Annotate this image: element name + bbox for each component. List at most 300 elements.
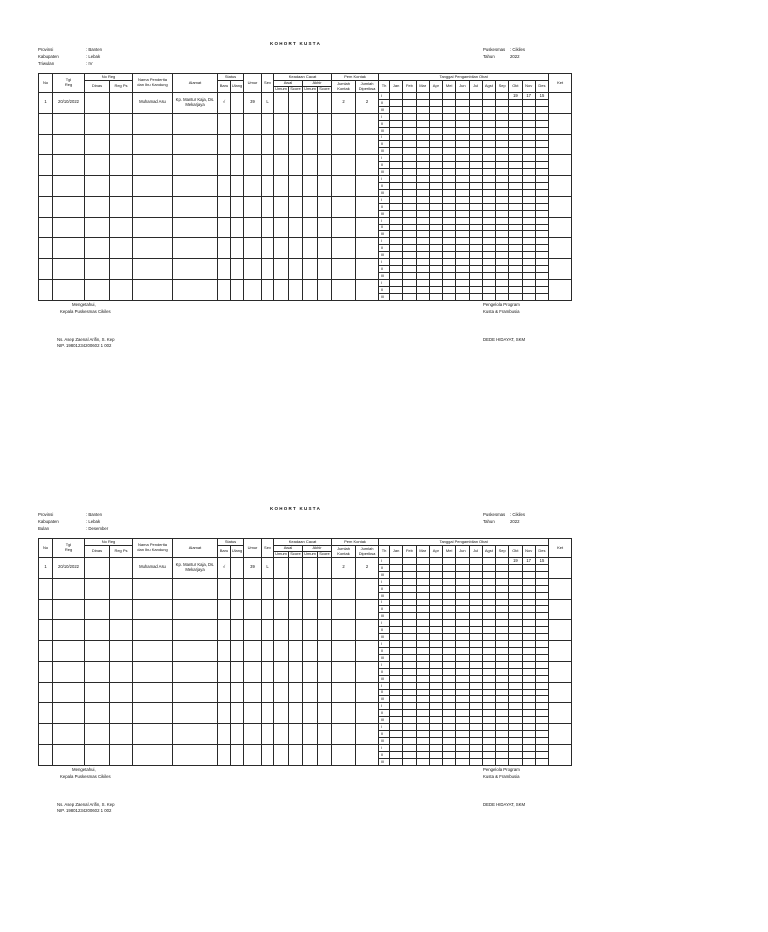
cell-month-jun [456, 203, 469, 210]
col-header-month-sep: Sep [496, 81, 509, 93]
cell-jumlah-diperiksa [356, 641, 379, 662]
cell-month-des [535, 585, 548, 592]
cell-month-jan [390, 231, 403, 238]
cell-sex [262, 238, 274, 259]
cell-month-nov [522, 592, 535, 599]
cell-month-mar [416, 641, 429, 648]
cell-tgl-reg [53, 724, 85, 745]
cell-akhir-score [318, 661, 332, 682]
cell-awal-score [289, 599, 303, 620]
cell-akhir-score [318, 113, 332, 134]
cell-jumlah-kontak [332, 259, 356, 280]
cell-baru [218, 155, 231, 176]
cell-month-agst [482, 210, 495, 217]
cell-month-mar [416, 127, 429, 134]
cell-month-jul [469, 189, 482, 196]
cell-month-jul [469, 592, 482, 599]
cell-th-period: I [379, 744, 390, 751]
cell-alamat [173, 134, 218, 155]
cell-akhir-umum [303, 620, 318, 641]
cell-th-period: II [379, 245, 390, 252]
info-value: : Cikiles [510, 46, 526, 52]
cell-month-agst [482, 238, 495, 245]
cell-month-jan [390, 272, 403, 279]
cell-umur [244, 682, 262, 703]
cell-month-agst [482, 578, 495, 585]
cell-month-mar [416, 592, 429, 599]
cell-month-feb [403, 141, 416, 148]
cell-month-agst [482, 689, 495, 696]
cell-month-jan [390, 279, 403, 286]
cell-month-okt [509, 224, 522, 231]
cell-month-mei [443, 710, 456, 717]
cell-month-apr [429, 724, 442, 731]
cell-month-des [535, 210, 548, 217]
cell-jumlah-diperiksa [356, 238, 379, 259]
cell-month-mei [443, 169, 456, 176]
cell-month-sep [496, 272, 509, 279]
cell-tgl-reg [53, 113, 85, 134]
cell-month-jul [469, 148, 482, 155]
cell-tgl-reg [53, 661, 85, 682]
cell-month-okt [509, 620, 522, 627]
cell-month-jan [390, 717, 403, 724]
table-row [39, 578, 572, 585]
cell-month-des [535, 286, 548, 293]
cell-month-sep [496, 731, 509, 738]
cell-month-agst [482, 231, 495, 238]
header-row [39, 539, 572, 546]
cell-reg-ps [110, 703, 133, 724]
cell-month-apr [429, 620, 442, 627]
cell-month-sep [496, 689, 509, 696]
col-header-no-reg: No Reg [85, 539, 133, 546]
cell-month-apr [429, 272, 442, 279]
cell-month-feb [403, 279, 416, 286]
cell-akhir-umum [303, 196, 318, 217]
cell-month-jul [469, 217, 482, 224]
cell-month-apr [429, 155, 442, 162]
cell-akhir-umum [303, 176, 318, 197]
cell-month-agst [482, 717, 495, 724]
cell-th-period: III [379, 654, 390, 661]
cell-month-okt [509, 724, 522, 731]
cell-month-feb [403, 578, 416, 585]
cell-month-jan [390, 737, 403, 744]
cell-month-mei [443, 203, 456, 210]
cell-ket [549, 279, 572, 300]
cell-month-agst [482, 654, 495, 661]
cell-th-period: II [379, 120, 390, 127]
cell-month-sep [496, 585, 509, 592]
cell-month-jun [456, 710, 469, 717]
cell-month-okt [509, 127, 522, 134]
cell-month-mar [416, 710, 429, 717]
col-header-tanggal-obat: Tanggal Pengambilan Obat [379, 74, 549, 81]
cell-awal-score [289, 724, 303, 745]
cell-month-agst [482, 696, 495, 703]
cell-tgl-reg [53, 238, 85, 259]
cell-month-nov [522, 703, 535, 710]
signature-left-position: Kepala Puskesmas Cikiles [60, 308, 111, 314]
cell-month-jun [456, 196, 469, 203]
cell-month-jul [469, 696, 482, 703]
cell-month-sep [496, 751, 509, 758]
cell-month-des [535, 266, 548, 273]
cell-month-agst [482, 737, 495, 744]
cell-month-jun [456, 641, 469, 648]
cell-akhir-umum [303, 155, 318, 176]
cell-month-mar [416, 113, 429, 120]
cell-month-agst [482, 141, 495, 148]
cell-akhir-umum [303, 259, 318, 280]
cell-th-period: III [379, 169, 390, 176]
cell-month-agst [482, 641, 495, 648]
signature-left-nip: NIP. 19801234200602 1 002 [57, 343, 112, 348]
cell-th-period: II [379, 203, 390, 210]
cell-month-sep [496, 231, 509, 238]
cell-dinas [85, 682, 110, 703]
cell-akhir-score [318, 196, 332, 217]
cell-month-sep [496, 224, 509, 231]
cell-jumlah-diperiksa [356, 134, 379, 155]
cell-month-sep [496, 647, 509, 654]
cell-month-okt [509, 731, 522, 738]
cell-month-jan [390, 162, 403, 169]
signature-left-nip: NIP. 19801234200602 1 002 [57, 808, 112, 813]
info-value: 2022 [510, 53, 520, 59]
cell-month-jun [456, 682, 469, 689]
cell-nama [133, 176, 173, 197]
info-value: : Banten [86, 46, 103, 52]
cell-reg-ps [110, 113, 133, 134]
cell-month-apr [429, 231, 442, 238]
cell-month-agst [482, 176, 495, 183]
cell-month-jul [469, 710, 482, 717]
cell-month-nov [522, 634, 535, 641]
cell-month-nov [522, 661, 535, 668]
cell-month-mei [443, 599, 456, 606]
cell-nama [133, 113, 173, 134]
cell-month-mar [416, 558, 429, 565]
cell-sex: L [262, 558, 274, 579]
col-header-ket: Ket [549, 74, 572, 93]
cell-month-sep [496, 99, 509, 106]
cell-sex [262, 155, 274, 176]
cell-month-okt [509, 744, 522, 751]
cell-reg-ps [110, 744, 133, 765]
cell-month-jul [469, 647, 482, 654]
cell-th-period: I [379, 703, 390, 710]
cell-month-jun [456, 155, 469, 162]
cell-month-mei [443, 689, 456, 696]
cell-month-feb [403, 710, 416, 717]
cell-month-des [535, 620, 548, 627]
info-label: Puskesmas [483, 511, 506, 517]
cell-month-des [535, 737, 548, 744]
cell-month-nov [522, 737, 535, 744]
col-header-month-des: Des [535, 546, 548, 558]
cell-month-apr [429, 758, 442, 765]
cell-month-agst [482, 259, 495, 266]
cell-month-jul [469, 627, 482, 634]
cell-month-des [535, 217, 548, 224]
cell-akhir-score [318, 744, 332, 765]
cell-month-okt [509, 682, 522, 689]
cell-month-mei [443, 93, 456, 100]
col-header-month-jan: Jan [390, 81, 403, 93]
cell-month-jun [456, 127, 469, 134]
cell-month-mar [416, 266, 429, 273]
cell-akhir-score [318, 93, 332, 114]
cell-month-jun [456, 558, 469, 565]
cell-month-nov [522, 99, 535, 106]
cell-ulang [231, 93, 244, 114]
cell-month-jul [469, 169, 482, 176]
cell-month-feb [403, 627, 416, 634]
cell-month-jun [456, 259, 469, 266]
cell-month-des [535, 744, 548, 751]
cell-month-apr [429, 668, 442, 675]
cell-month-mar [416, 293, 429, 300]
info-label: Tahun [483, 518, 495, 524]
cell-ulang [231, 620, 244, 641]
col-header-keadaan-cacat: Keadaan Cacat [274, 74, 332, 81]
cell-alamat: Kp. Mantur Kaja, Ds. Mekarjaya [173, 558, 218, 579]
cell-month-jan [390, 155, 403, 162]
cell-month-des [535, 606, 548, 613]
cell-month-agst [482, 224, 495, 231]
cell-month-jun [456, 564, 469, 571]
cell-month-okt [509, 627, 522, 634]
cell-month-jun [456, 231, 469, 238]
cell-th-period: I [379, 217, 390, 224]
cell-month-sep [496, 134, 509, 141]
form-info-left [38, 46, 102, 67]
cell-month-nov [522, 744, 535, 751]
cell-ulang [231, 155, 244, 176]
cell-alamat [173, 176, 218, 197]
cell-no [39, 238, 53, 259]
cell-th-period: II [379, 585, 390, 592]
col-header-month-feb: Feb [403, 81, 416, 93]
cell-sex [262, 744, 274, 765]
cell-month-jun [456, 696, 469, 703]
cell-jumlah-diperiksa [356, 682, 379, 703]
cell-ket [549, 217, 572, 238]
cell-month-jan [390, 703, 403, 710]
cell-th-period: I [379, 558, 390, 565]
form-title: K O H O R T K U S T A [270, 41, 320, 46]
cell-th-period: I [379, 599, 390, 606]
cell-month-jan [390, 654, 403, 661]
kohort-table-grid [38, 73, 572, 301]
cell-baru [218, 599, 231, 620]
cell-month-feb [403, 647, 416, 654]
cell-ket [549, 661, 572, 682]
cell-month-des [535, 731, 548, 738]
cell-jumlah-kontak [332, 279, 356, 300]
cell-th-period: III [379, 717, 390, 724]
cell-umur [244, 620, 262, 641]
cell-month-jun [456, 744, 469, 751]
cell-no [39, 620, 53, 641]
cell-no [39, 661, 53, 682]
cell-month-apr [429, 751, 442, 758]
cell-reg-ps [110, 196, 133, 217]
cell-month-des [535, 293, 548, 300]
cell-month-jun [456, 93, 469, 100]
cell-month-jul [469, 106, 482, 113]
cell-reg-ps [110, 641, 133, 662]
cell-month-sep [496, 654, 509, 661]
cell-month-jul [469, 641, 482, 648]
cell-akhir-score [318, 238, 332, 259]
col-header-ulang: Ulang [231, 81, 244, 93]
cell-month-apr [429, 99, 442, 106]
cell-month-agst [482, 585, 495, 592]
cell-month-des [535, 675, 548, 682]
cell-month-feb [403, 682, 416, 689]
cell-month-jun [456, 620, 469, 627]
cell-awal-score [289, 620, 303, 641]
cell-sex [262, 196, 274, 217]
cell-month-jun [456, 148, 469, 155]
cell-month-des [535, 162, 548, 169]
cell-awal-score [289, 682, 303, 703]
cell-month-okt [509, 578, 522, 585]
table-row [39, 724, 572, 731]
cell-month-jan [390, 571, 403, 578]
cell-jumlah-diperiksa [356, 196, 379, 217]
cell-sex [262, 661, 274, 682]
cell-month-sep [496, 571, 509, 578]
cell-month-mar [416, 682, 429, 689]
cell-month-mei [443, 627, 456, 634]
col-header-reg-ps: Reg Ps [110, 81, 133, 93]
cell-month-nov [522, 758, 535, 765]
cell-month-mei [443, 564, 456, 571]
cell-akhir-umum [303, 238, 318, 259]
cell-month-okt [509, 217, 522, 224]
cell-reg-ps [110, 93, 133, 114]
cell-sex [262, 641, 274, 662]
col-header-no: No [39, 74, 53, 93]
col-header-month-mar: Mar [416, 81, 429, 93]
cell-tgl-reg [53, 682, 85, 703]
col-header-nama: Nama Penderita dan Ibu Kandung [133, 539, 173, 558]
cell-th-period: II [379, 224, 390, 231]
cell-dinas [85, 196, 110, 217]
cell-month-jan [390, 252, 403, 259]
cell-month-jul [469, 731, 482, 738]
cell-month-feb [403, 120, 416, 127]
cell-month-apr [429, 245, 442, 252]
cell-month-nov [522, 182, 535, 189]
cell-ulang [231, 661, 244, 682]
cell-month-okt: 19 [509, 93, 522, 100]
cell-akhir-score [318, 279, 332, 300]
col-header-month-okt: Okt [509, 546, 522, 558]
cell-month-jun [456, 210, 469, 217]
cell-no [39, 703, 53, 724]
cell-month-mei [443, 182, 456, 189]
cell-month-feb [403, 751, 416, 758]
cell-baru [218, 134, 231, 155]
col-header-status: Status [218, 539, 244, 546]
cell-month-apr [429, 127, 442, 134]
cell-month-nov [522, 751, 535, 758]
cell-akhir-score [318, 217, 332, 238]
cell-reg-ps [110, 176, 133, 197]
cell-month-mei [443, 675, 456, 682]
cell-th-period: III [379, 737, 390, 744]
cell-month-nov [522, 266, 535, 273]
col-header-status: Status [218, 74, 244, 81]
cell-month-jul [469, 245, 482, 252]
cell-month-apr [429, 293, 442, 300]
cell-month-jul [469, 210, 482, 217]
cell-baru [218, 238, 231, 259]
cell-month-agst [482, 758, 495, 765]
cell-month-okt [509, 196, 522, 203]
cell-month-des [535, 113, 548, 120]
cell-month-apr [429, 703, 442, 710]
cell-month-mar [416, 599, 429, 606]
cell-month-jun [456, 731, 469, 738]
cell-th-period: II [379, 751, 390, 758]
cell-month-mar [416, 758, 429, 765]
cell-month-jun [456, 279, 469, 286]
cell-month-feb [403, 272, 416, 279]
cell-baru [218, 744, 231, 765]
signature-right-position: Kusta & Frambusia [483, 308, 520, 314]
cell-th-period: I [379, 196, 390, 203]
cell-month-feb [403, 238, 416, 245]
cell-month-jan [390, 224, 403, 231]
cell-month-apr [429, 279, 442, 286]
cell-th-period: III [379, 571, 390, 578]
cell-month-agst [482, 169, 495, 176]
cell-month-jul [469, 203, 482, 210]
cell-nama [133, 196, 173, 217]
cell-sex [262, 279, 274, 300]
cell-month-des: 15 [535, 93, 548, 100]
cell-jumlah-kontak [332, 113, 356, 134]
cell-month-sep [496, 106, 509, 113]
cell-month-nov: 17 [522, 558, 535, 565]
cell-month-apr [429, 196, 442, 203]
cell-dinas [85, 558, 110, 579]
cell-month-mar [416, 279, 429, 286]
cell-jumlah-diperiksa [356, 259, 379, 280]
cell-month-sep [496, 661, 509, 668]
signature-right-name: DEDE HIDAYAT, SKM [483, 801, 526, 807]
cell-month-jun [456, 286, 469, 293]
info-tahun [483, 53, 525, 60]
cell-month-jul [469, 182, 482, 189]
cell-tgl-reg [53, 217, 85, 238]
info-value: : Banten [86, 511, 103, 517]
cell-month-apr [429, 148, 442, 155]
cell-umur [244, 134, 262, 155]
cell-month-mar [416, 155, 429, 162]
cell-awal-score [289, 279, 303, 300]
cell-month-jan [390, 710, 403, 717]
cell-month-apr [429, 106, 442, 113]
cell-jumlah-diperiksa [356, 113, 379, 134]
cell-month-mei [443, 162, 456, 169]
